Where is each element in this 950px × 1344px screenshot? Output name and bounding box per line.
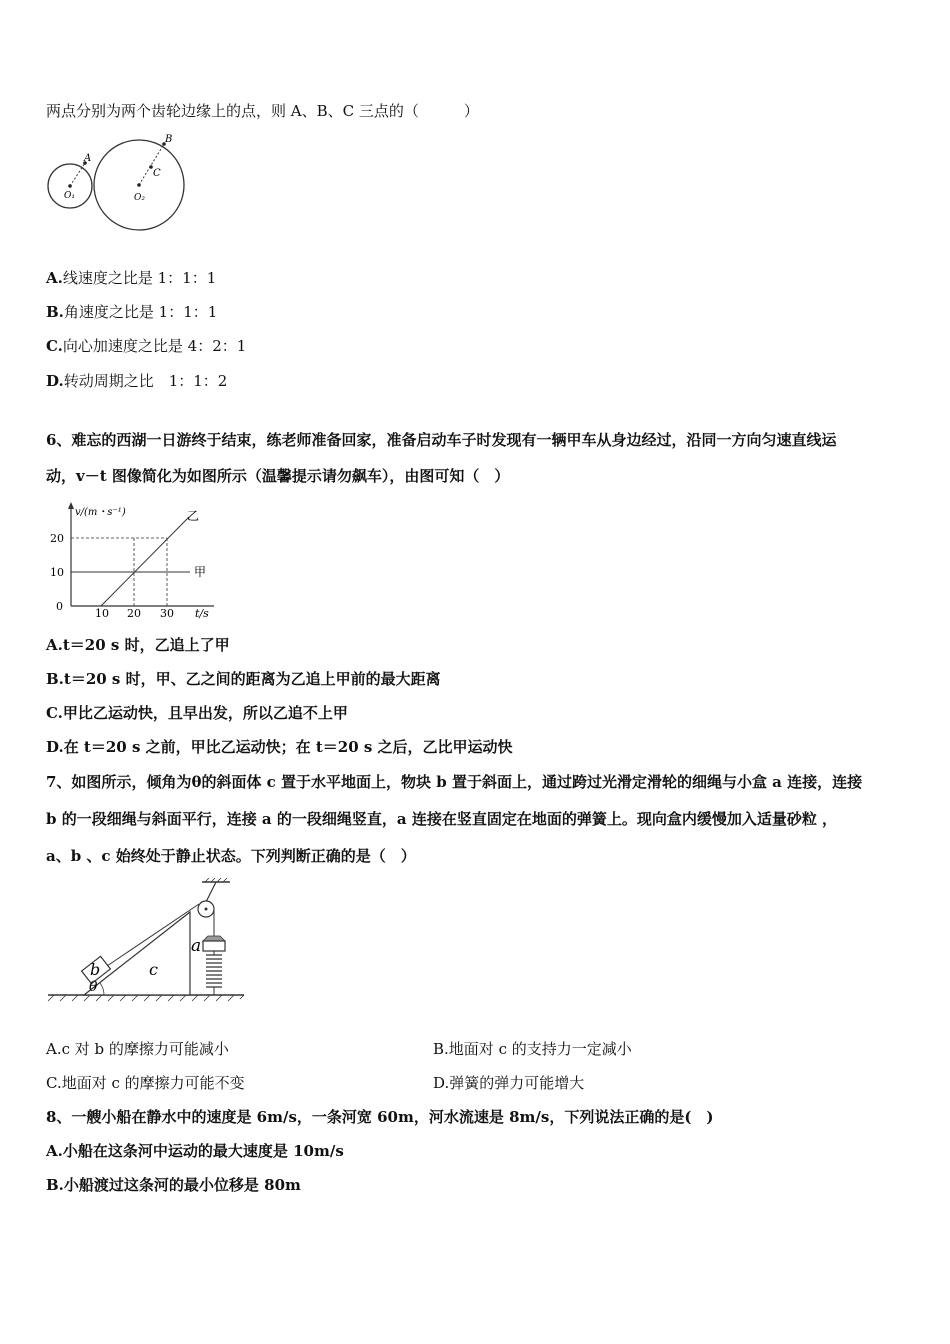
yi-line	[101, 517, 189, 606]
q6-stem-line1: 6、难忘的西湖一日游终于结束，练老师准备回家，准备启动车子时发现有一辆甲车从身边经过，沿同一方向匀速直线运	[46, 431, 837, 449]
label-c: c	[149, 960, 158, 979]
label-O2: O₂	[134, 193, 145, 203]
label-A: A	[84, 153, 92, 164]
box-a	[203, 941, 225, 951]
q7-option-d: D.弹簧的弹力可能增大	[433, 1074, 585, 1092]
q7-incline-figure	[44, 878, 249, 1006]
series-jia-label: 甲	[194, 565, 207, 579]
incline-c	[84, 912, 190, 995]
q6-option-b: B.t＝20 s 时，甲、乙之间的距离为乙追上甲前的最大距离	[46, 670, 441, 688]
label-theta: θ	[89, 979, 98, 995]
q7-stem-line2: b 的一段细绳与斜面平行，连接 a 的一段细绳竖直，a 连接在竖直固定在地面的弹簧上。现向盒内缓慢加入适量砂粒 ，	[46, 810, 838, 828]
q6-vt-graph	[44, 500, 224, 622]
q6-option-c: C.甲比乙运动快，且早出发，所以乙追不上甲	[46, 704, 348, 722]
label-C: C	[153, 168, 161, 179]
label-a: a	[191, 936, 202, 956]
q5-option-d: D.转动周期之比 1：1：2	[46, 372, 228, 390]
series-yi-label: 乙	[187, 509, 200, 523]
q8-option-b: B.小船渡过这条河的最小位移是 80m	[46, 1176, 301, 1194]
q6-option-a: A.t＝20 s 时，乙追上了甲	[46, 636, 230, 654]
q7-stem-line3: a、b 、c 始终处于静止状态。下列判断正确的是（ ）	[46, 847, 416, 865]
q5-option-b: B.角速度之比是 1：1：1	[46, 303, 218, 321]
x-axis-label: t/s	[195, 607, 209, 620]
q5-gear-figure	[44, 128, 189, 244]
y-axis-label: v/(m・s⁻¹)	[75, 507, 126, 518]
y-tick-0: 0	[56, 600, 63, 613]
label-B: B	[165, 134, 173, 145]
x-tick-30: 30	[160, 607, 174, 620]
spring	[206, 955, 222, 987]
q7-option-a: A.c 对 b 的摩擦力可能减小	[46, 1040, 229, 1058]
q5-option-a: A.线速度之比是 1：1：1	[46, 269, 217, 287]
label-b: b	[90, 960, 101, 979]
q6-stem-line2: 动，v－t 图像简化为如图所示（温馨提示请勿飙车），由图可知（ ）	[46, 467, 510, 485]
q5-stem: 两点分别为两个齿轮边缘上的点，则 A、B、C 三点的（ ）	[46, 102, 479, 120]
q6-option-d: D.在 t＝20 s 之前，甲比乙运动快；在 t＝20 s 之后，乙比甲运动快	[46, 738, 513, 756]
q8-option-a: A.小船在这条河中运动的最大速度是 10m/s	[46, 1142, 344, 1160]
x-tick-20: 20	[127, 607, 141, 620]
x-tick-10: 10	[95, 607, 109, 620]
y-tick-10: 10	[50, 566, 64, 579]
q8-stem: 8、一艘小船在静水中的速度是 6m/s，一条河宽 60m，河水流速是 8m/s，下列说法正确的是( )	[46, 1108, 714, 1126]
q7-option-c: C.地面对 c 的摩擦力可能不变	[46, 1074, 245, 1092]
q7-stem-line1: 7、如图所示，倾角为θ的斜面体 c 置于水平地面上，物块 b 置于斜面上，通过跨过光滑定滑轮的细绳与小盒 a 连接，连接	[46, 773, 863, 791]
y-tick-20: 20	[50, 532, 64, 545]
label-O1: O₁	[64, 191, 75, 201]
q5-option-c: C.向心加速度之比是 4：2：1	[46, 337, 247, 355]
q7-option-b: B.地面对 c 的支持力一定减小	[433, 1040, 632, 1058]
